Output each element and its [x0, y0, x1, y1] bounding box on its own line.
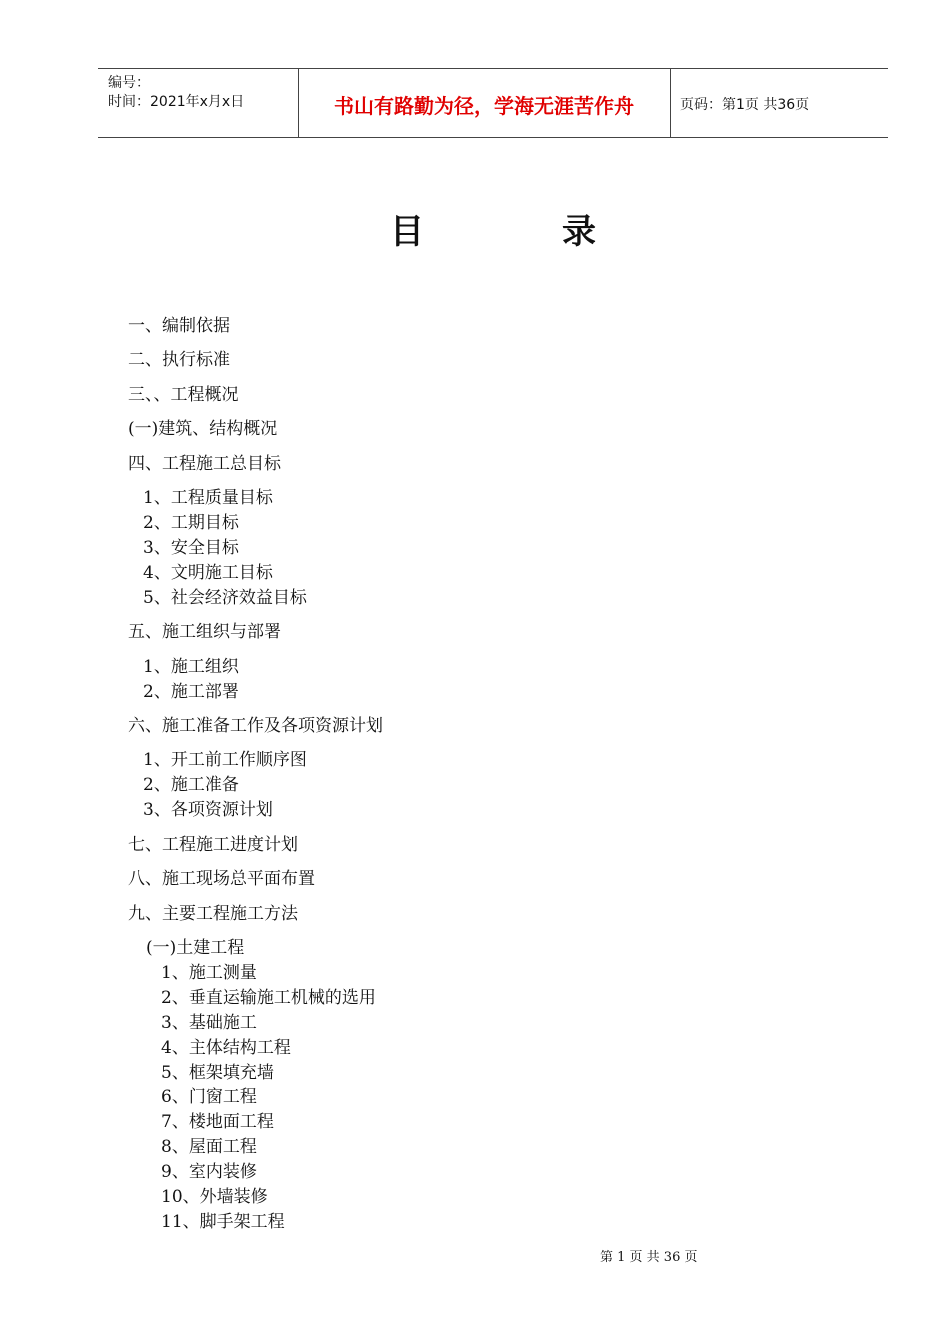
toc-item[interactable]: 二、执行标准 [128, 350, 230, 370]
toc-item[interactable]: 四、工程施工总目标 [128, 454, 281, 474]
toc-item[interactable]: 2、工期目标 [143, 513, 239, 533]
toc-item[interactable]: (一)土建工程 [146, 938, 245, 958]
toc-item[interactable]: 2、施工准备 [143, 775, 239, 795]
toc-item[interactable]: 3、安全目标 [143, 538, 239, 558]
page-header [98, 68, 888, 138]
toc-item[interactable]: 9、室内装修 [161, 1162, 257, 1182]
toc-item[interactable]: 2、垂直运输施工机械的选用 [161, 988, 376, 1008]
toc-item[interactable]: 1、施工测量 [161, 963, 257, 983]
toc-item[interactable]: 10、外墙装修 [161, 1187, 268, 1207]
title-char-left: 目 [390, 212, 424, 252]
toc-item[interactable]: 4、主体结构工程 [161, 1038, 291, 1058]
header-info-cell [98, 69, 299, 137]
toc-item[interactable]: 3、各项资源计划 [143, 800, 273, 820]
header-motto-cell [298, 69, 671, 137]
toc-item[interactable]: 6、门窗工程 [161, 1087, 257, 1107]
serial-label: 编号： [108, 75, 150, 91]
toc-item[interactable]: 3、基础施工 [161, 1013, 257, 1033]
toc-item[interactable]: 8、屋面工程 [161, 1137, 257, 1157]
title-char-right: 录 [562, 212, 596, 252]
toc-item[interactable]: 一、编制依据 [128, 316, 230, 336]
toc-item[interactable]: 5、框架填充墙 [161, 1063, 274, 1083]
toc-item[interactable]: 11、脚手架工程 [161, 1212, 285, 1232]
toc-item[interactable]: 六、施工准备工作及各项资源计划 [128, 716, 383, 736]
toc-item[interactable]: 九、主要工程施工方法 [128, 904, 298, 924]
toc-item[interactable]: 三、、工程概况 [128, 385, 239, 405]
toc-item[interactable]: 1、施工组织 [143, 657, 239, 677]
header-page-cell [670, 69, 888, 137]
toc-item[interactable]: (一)建筑、结构概况 [128, 419, 278, 439]
toc-item[interactable]: 八、施工现场总平面布置 [128, 869, 315, 889]
toc-item[interactable]: 1、开工前工作顺序图 [143, 750, 307, 770]
motto-text: 书山有路勤为径，学海无涯苦作舟 [334, 94, 634, 118]
page-number-label: 页码：第1页 共36页 [680, 97, 810, 113]
toc-item[interactable]: 五、施工组织与部署 [128, 622, 281, 642]
toc-item[interactable]: 7、楼地面工程 [161, 1112, 274, 1132]
page-footer: 第 1 页 共 36 页 [600, 1250, 698, 1265]
toc-item[interactable]: 1、工程质量目标 [143, 488, 273, 508]
toc-item[interactable]: 5、社会经济效益目标 [143, 588, 307, 608]
time-label: 时间：2021年x月x日 [108, 94, 245, 110]
toc-item[interactable]: 4、文明施工目标 [143, 563, 273, 583]
toc-item[interactable]: 七、工程施工进度计划 [128, 835, 298, 855]
toc-title [0, 204, 950, 252]
toc-item[interactable]: 2、施工部署 [143, 682, 239, 702]
